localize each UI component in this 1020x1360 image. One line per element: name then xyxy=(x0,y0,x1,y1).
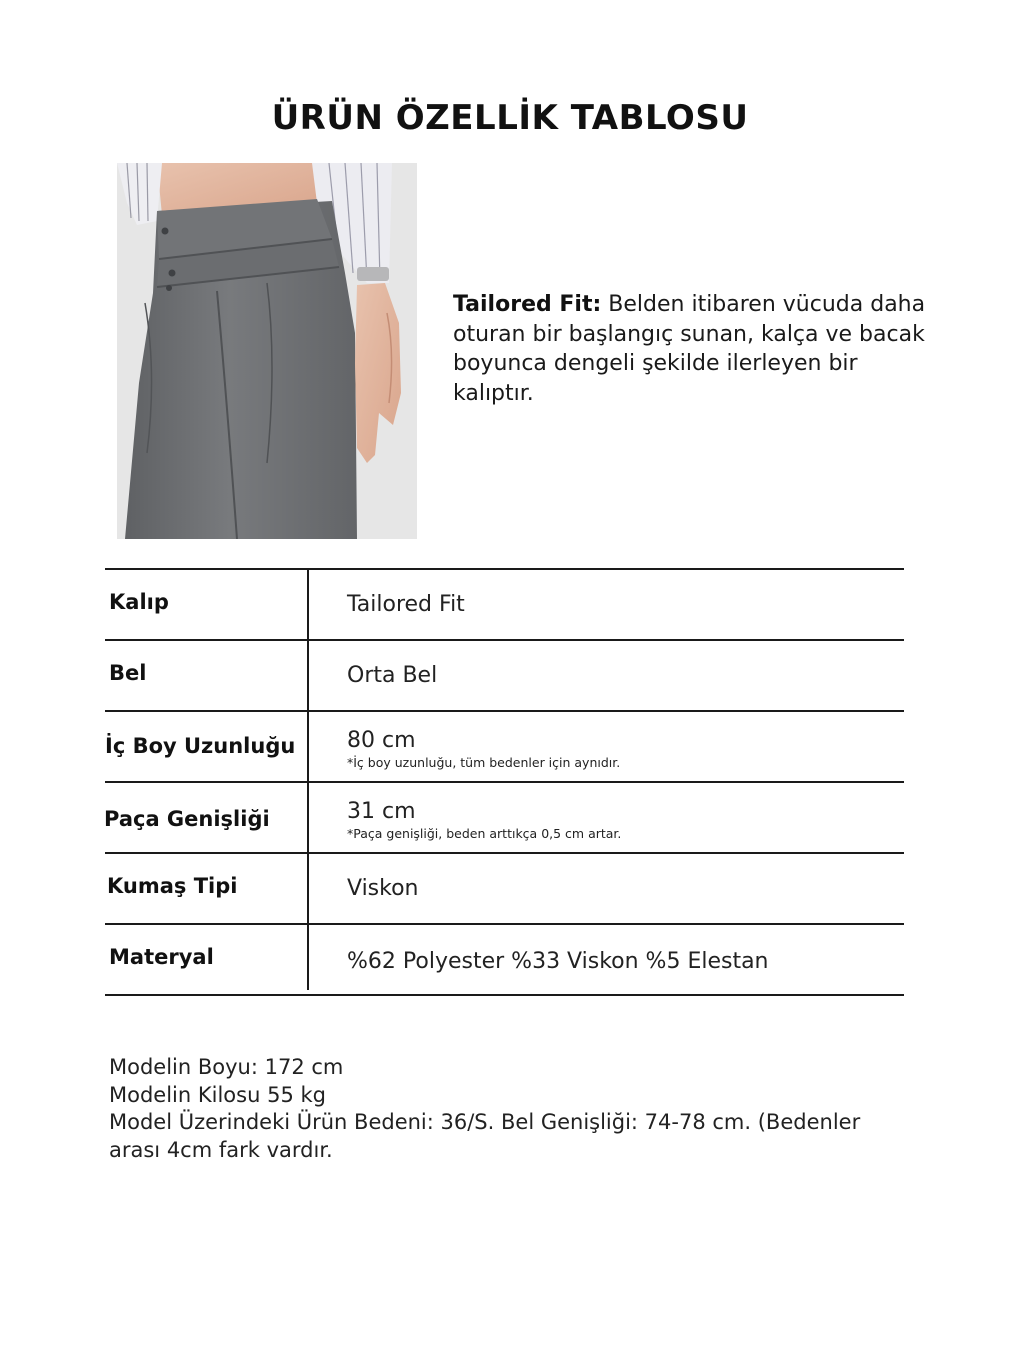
fit-text: Belden itibaren vücuda daha oturan bir başlangıç sunan, kalça ve bacak boyunca dengeli şekilde ilerleyen bir kalıptır. xyxy=(453,292,926,406)
product-photo xyxy=(117,163,417,539)
spec-value xyxy=(347,728,620,771)
spec-value-main: 80 cm xyxy=(347,728,416,753)
spec-row-kumas xyxy=(105,854,904,925)
spec-value-main: Orta Bel xyxy=(347,663,438,688)
spec-label: Materyal xyxy=(109,945,214,969)
spec-table xyxy=(105,568,904,996)
spec-row-ic-boy xyxy=(105,712,904,783)
spec-row-paca xyxy=(105,783,904,854)
model-weight: Modelin Kilosu 55 kg xyxy=(109,1082,326,1107)
spec-label: Bel xyxy=(109,661,147,685)
spec-value-note: *İç boy uzunluğu, tüm bedenler için aynıdır. xyxy=(347,755,621,770)
spec-label: Paça Genişliği xyxy=(104,807,270,831)
spec-column-divider xyxy=(307,568,309,990)
trousers-illustration xyxy=(117,163,417,539)
spec-label: İç Boy Uzunluğu xyxy=(105,734,296,758)
spec-value xyxy=(347,876,419,902)
spec-row-bel xyxy=(105,641,904,712)
model-size: Model Üzerindeki Ürün Bedeni: 36/S. Bel Genişliği: 74-78 cm. (Bedenler arası 4cm fark vardır. xyxy=(109,1110,861,1162)
spec-value-main: 31 cm xyxy=(347,799,416,824)
page-title: ÜRÜN ÖZELLİK TABLOSU xyxy=(271,98,749,138)
spec-value xyxy=(347,592,465,618)
spec-row-materyal xyxy=(105,925,904,996)
spec-value xyxy=(347,949,769,975)
spec-value xyxy=(347,663,437,689)
spec-value-note: *Paça genişliği, beden arttıkça 0,5 cm artar. xyxy=(347,826,622,841)
spec-value-main: %62 Polyester %33 Viskon %5 Elestan xyxy=(347,949,769,974)
model-height: Modelin Boyu: 172 cm xyxy=(109,1055,344,1079)
fit-term: Tailored Fit: xyxy=(453,292,602,317)
spec-value-main: Tailored Fit xyxy=(347,592,465,617)
spec-row-kalip xyxy=(105,568,904,641)
spec-label: Kumaş Tipi xyxy=(107,874,238,898)
spec-label: Kalıp xyxy=(109,590,169,614)
spec-value xyxy=(347,799,621,842)
spec-value-main: Viskon xyxy=(347,876,419,901)
model-info xyxy=(109,1054,909,1164)
fit-description xyxy=(453,290,928,408)
